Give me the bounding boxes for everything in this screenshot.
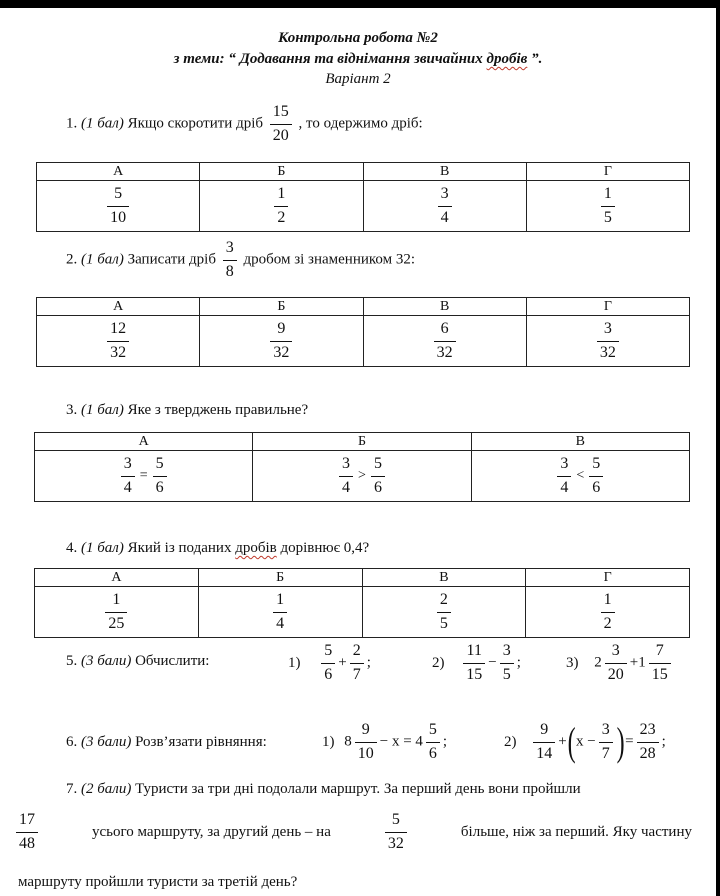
q4-option-v-den: 5 (439, 614, 448, 632)
q4-text-before: Який із поданих (127, 540, 236, 556)
q2-option-a[interactable] (37, 316, 200, 367)
q3-a-right-num: 5 (153, 456, 167, 477)
q1-option-b-num: 1 (274, 186, 288, 207)
q3-a-right-den: 6 (155, 478, 164, 496)
q5-item-3 (566, 643, 674, 684)
q5-item-1 (288, 643, 371, 684)
q4-option-g[interactable] (526, 587, 690, 638)
q3-number: 3. (66, 402, 78, 418)
q4-points: (1 бал) (81, 540, 124, 556)
q5-1-a-num: 5 (321, 643, 335, 664)
q2-option-g-den: 32 (599, 343, 616, 361)
q5-2-b-num: 3 (500, 643, 514, 664)
q6-eq2-equals: = (625, 733, 634, 750)
q1-fraction-den: 20 (272, 126, 289, 144)
q1-option-v[interactable] (363, 181, 526, 232)
q5-1-b-num: 2 (350, 643, 364, 664)
q6-equation-1 (322, 722, 447, 763)
q6-eq1-f1-den: 10 (357, 744, 374, 762)
q1-option-v-num: 3 (438, 186, 452, 207)
q7-line2 (16, 812, 692, 853)
topic-word: дробів (486, 51, 528, 67)
q4-option-b-num: 1 (273, 592, 287, 613)
q2-option-a-label: А (37, 298, 200, 316)
q2-option-b-num: 9 (270, 321, 292, 342)
q5-item-3-label: 3) (566, 654, 579, 671)
q1-option-a-num: 5 (107, 186, 129, 207)
question-3 (66, 402, 308, 419)
question-6 (66, 734, 267, 751)
q1-option-v-label: В (363, 163, 526, 181)
q4-option-g-num: 1 (601, 592, 615, 613)
q4-text-word: дробів (235, 540, 277, 556)
q2-option-a-den: 32 (110, 343, 127, 361)
q6-eq2-f2-den: 7 (601, 744, 610, 762)
q1-option-v-den: 4 (440, 208, 449, 226)
q3-a-sign: = (139, 468, 148, 483)
q5-1-a-den: 6 (324, 665, 333, 683)
topic-prefix: з теми: “ Додавання та віднімання звичайних (173, 51, 487, 67)
q7-mid2: більше, ніж за перший. Яку частину (460, 823, 692, 840)
q4-option-b[interactable] (198, 587, 362, 638)
q2-option-v-num: 6 (434, 321, 456, 342)
q3-text: Яке з тверджень правильне? (127, 402, 309, 418)
q2-text-after: дробом зі знаменником 32: (243, 251, 416, 268)
q7-line1: Туристи за три дні подолали маршрут. За перший день вони пройшли (135, 781, 581, 797)
q5-number: 5. (66, 653, 78, 669)
topic-suffix: ”. (527, 51, 543, 67)
q5-item-1-label: 1) (288, 654, 301, 671)
q1-option-b-den: 2 (277, 208, 286, 226)
q2-fraction (223, 240, 237, 281)
q2-option-b-label: Б (200, 298, 363, 316)
q2-option-v-label: В (363, 298, 526, 316)
q5-item-2 (432, 643, 521, 684)
q2-fraction-den: 8 (225, 262, 234, 280)
q3-a-left-den: 4 (123, 478, 132, 496)
q5-1-end: ; (366, 654, 371, 671)
q1-text-after: , то одержимо дріб: (298, 115, 423, 132)
q5-1-b-den: 7 (352, 665, 361, 683)
q5-2-a-den: 15 (466, 665, 483, 683)
topic-line (0, 51, 716, 68)
q3-option-v-label: В (471, 433, 689, 451)
q3-b-sign: > (358, 468, 366, 483)
q2-option-g-label: Г (526, 298, 689, 316)
q2-option-a-num: 12 (107, 321, 129, 342)
variant-label: Варіант 2 (325, 71, 391, 87)
q5-2-op: − (488, 654, 497, 671)
q6-eq1-end: ; (442, 733, 448, 750)
q6-eq2-open-paren: ( (567, 719, 576, 765)
q6-equation-2 (504, 719, 666, 765)
q5-3-a-num: 3 (605, 643, 627, 664)
q1-number: 1. (66, 115, 78, 132)
q6-eq2-f1-den: 14 (536, 744, 553, 762)
q3-v-left-den: 4 (560, 478, 569, 496)
q2-option-v[interactable] (363, 316, 526, 367)
q4-number: 4. (66, 540, 78, 556)
q2-text-before: Записати дріб (127, 251, 216, 268)
q7-line3: маршруту пройшли туристи за третій день? (18, 874, 298, 890)
q4-option-a-num: 1 (105, 592, 127, 613)
q6-eq1-mid: − x = 4 (379, 733, 423, 750)
q6-eq2-f3-num: 23 (637, 722, 659, 743)
q6-eq1-f2-num: 5 (426, 722, 440, 743)
page-title: Контрольна робота №2 (278, 30, 438, 46)
q4-option-v[interactable] (362, 587, 526, 638)
q6-eq1-f2-den: 6 (428, 744, 437, 762)
q5-1-op: + (338, 654, 347, 671)
q4-option-b-den: 4 (276, 614, 285, 632)
q3-option-a-label: А (35, 433, 253, 451)
q4-option-g-label: Г (526, 569, 690, 587)
q1-fraction (270, 104, 292, 145)
q3-b-right-num: 5 (371, 456, 385, 477)
q2-option-b[interactable] (200, 316, 363, 367)
q2-fraction-num: 3 (223, 240, 237, 261)
q2-options-table (36, 297, 690, 367)
q5-3-b-den: 15 (651, 665, 668, 683)
question-2 (66, 240, 415, 281)
q7-frac1-num: 17 (16, 812, 38, 833)
q1-option-a[interactable] (37, 181, 200, 232)
q7-mid1: усього маршруту, за другий день – на (92, 823, 331, 840)
q2-option-b-den: 32 (273, 343, 290, 361)
q1-fraction-num: 15 (270, 104, 292, 125)
q4-option-a[interactable] (35, 587, 199, 638)
q3-option-b-label: Б (253, 433, 471, 451)
q5-2-end: ; (516, 654, 521, 671)
q5-text: Обчислити: (135, 653, 210, 669)
q6-eq2-label: 2) (504, 733, 517, 750)
q6-eq2-f1-num: 9 (533, 722, 555, 743)
q3-b-left-den: 4 (342, 478, 351, 496)
q5-2-b-den: 5 (502, 665, 511, 683)
q4-options-table (34, 568, 690, 638)
q1-option-g-den: 5 (603, 208, 612, 226)
q3-option-v[interactable] (471, 451, 689, 502)
q4-text-after: дорівнює 0,4? (276, 540, 370, 556)
q4-option-b-label: Б (198, 569, 362, 587)
q5-3-b-num: 7 (649, 643, 671, 664)
q5-3-op: + (629, 654, 639, 671)
q1-option-b-label: Б (200, 163, 363, 181)
q3-b-left-num: 3 (339, 456, 353, 477)
q2-option-g-num: 3 (597, 321, 619, 342)
q1-options-table (36, 162, 690, 232)
q6-eq2-close-paren: ) (616, 719, 625, 765)
q4-option-a-label: А (35, 569, 199, 587)
q6-number: 6. (66, 734, 78, 750)
q6-points: (3 бали) (81, 734, 132, 750)
q5-3-a-den: 20 (607, 665, 624, 683)
question-7 (66, 781, 581, 798)
q1-option-g-num: 1 (601, 186, 615, 207)
question-1 (66, 104, 423, 145)
q3-v-right-num: 5 (589, 456, 603, 477)
q5-points: (3 бали) (81, 653, 132, 669)
q1-points: (1 бал) (81, 115, 124, 132)
q7-frac2-den: 32 (387, 834, 404, 852)
q4-option-v-label: В (362, 569, 526, 587)
q2-option-v-den: 32 (436, 343, 453, 361)
q1-option-g-label: Г (526, 163, 689, 181)
q5-2-a-num: 11 (463, 643, 485, 664)
q7-points: (2 бали) (81, 781, 132, 797)
q1-option-a-label: А (37, 163, 200, 181)
q3-v-left-num: 3 (557, 456, 571, 477)
q3-option-a[interactable] (35, 451, 253, 502)
q1-option-g[interactable] (526, 181, 689, 232)
question-4 (66, 540, 369, 557)
q6-eq2-f3-den: 28 (639, 744, 656, 762)
q5-3-b-whole: 1 (638, 654, 646, 671)
q3-points: (1 бал) (81, 402, 124, 418)
q4-option-g-den: 2 (603, 614, 612, 632)
q1-option-a-den: 10 (110, 208, 127, 226)
q6-eq1-whole1: 8 (344, 733, 352, 750)
q7-frac2-num: 5 (385, 812, 407, 833)
q6-eq2-x-minus: x − (576, 733, 596, 750)
q5-3-a-whole: 2 (594, 654, 602, 671)
q3-option-b[interactable] (253, 451, 471, 502)
q6-eq2-plus: + (558, 733, 567, 750)
q1-text-before: Якщо скоротити дріб (127, 115, 264, 132)
q3-a-left-num: 3 (121, 456, 135, 477)
q7-frac1-den: 48 (19, 834, 35, 852)
q2-number: 2. (66, 251, 78, 268)
q3-options-table (34, 432, 690, 502)
q3-v-right-den: 6 (592, 478, 601, 496)
q6-eq2-end: ; (661, 733, 666, 750)
q2-points: (1 бал) (81, 251, 124, 268)
q6-eq2-f2-num: 3 (599, 722, 613, 743)
q2-option-g[interactable] (526, 316, 689, 367)
q6-eq1-label: 1) (322, 733, 335, 750)
question-5 (66, 653, 209, 670)
q6-text: Розв’язати рівняння: (135, 734, 267, 750)
q5-item-2-label: 2) (432, 654, 445, 671)
q6-eq1-f1-num: 9 (355, 722, 377, 743)
q4-option-a-den: 25 (108, 614, 125, 632)
worksheet-page (0, 8, 716, 896)
q3-b-right-den: 6 (373, 478, 382, 496)
q4-option-v-num: 2 (437, 592, 451, 613)
q3-v-sign: < (576, 468, 585, 483)
q1-option-b[interactable] (200, 181, 363, 232)
q7-number: 7. (66, 781, 78, 797)
